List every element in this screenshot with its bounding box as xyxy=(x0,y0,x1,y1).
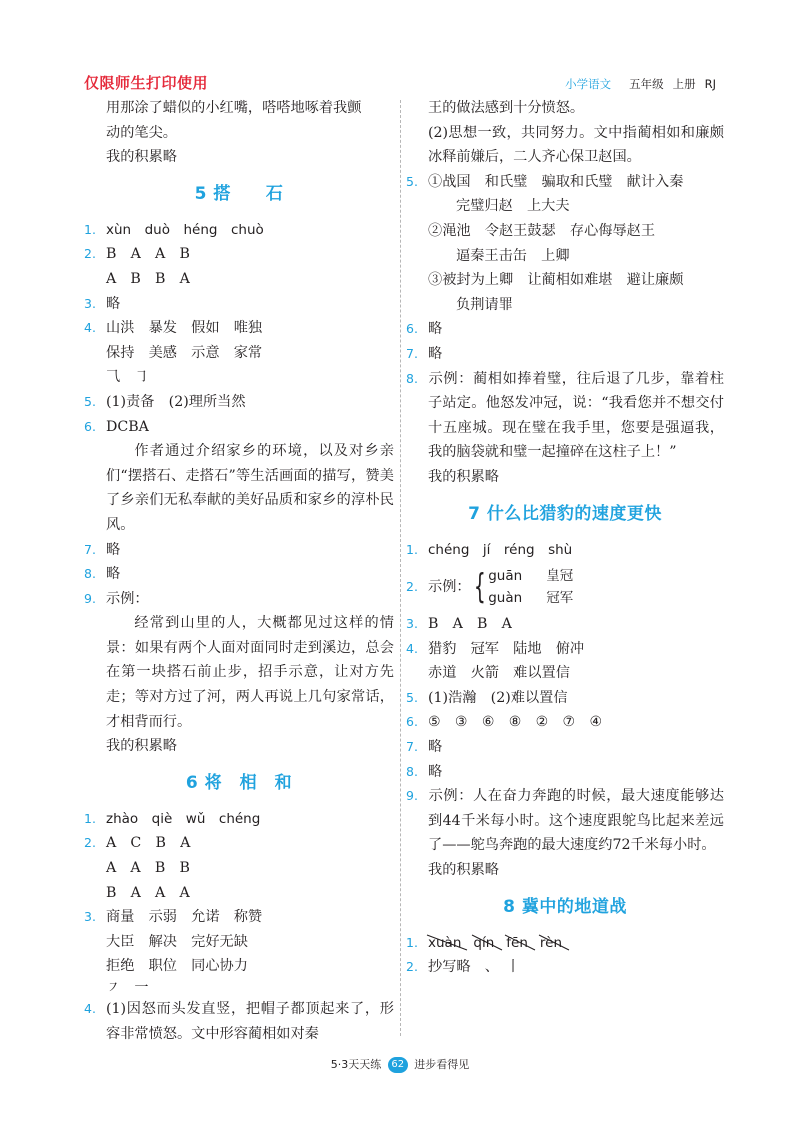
answer-text: (2)思想一致，共同努力。文中指蔺相如和廉颇冰释前嫌后，二人齐心保卫赵国。 xyxy=(428,124,724,166)
question-number: 8. xyxy=(406,763,418,779)
answer-text: 略 xyxy=(428,345,443,362)
answer-label: 示例： xyxy=(428,579,471,596)
question-number: 4. xyxy=(84,320,96,336)
word: 冠军 xyxy=(546,590,574,607)
strike-mark xyxy=(470,931,504,953)
text-line: 我的积累略 xyxy=(106,149,177,166)
answer-6 xyxy=(406,317,724,342)
question-number: 1. xyxy=(406,541,418,557)
answer-5 xyxy=(84,390,394,415)
answer-text: A B B A xyxy=(106,270,190,287)
answer-text: A A B B xyxy=(106,860,190,877)
question-number: 6. xyxy=(84,418,96,434)
struck-pinyin xyxy=(540,931,562,956)
answer-text: (1)责备 (2)理所当然 xyxy=(106,393,246,410)
question-number: 5. xyxy=(406,689,418,705)
question-number: 3. xyxy=(84,295,96,311)
brace-icon: { xyxy=(473,567,486,608)
answer-4 xyxy=(84,316,394,341)
answer-3 xyxy=(84,292,394,317)
answer-text: B A A B xyxy=(106,246,190,263)
question-number: 8. xyxy=(406,370,418,386)
answer-text: ③被封为上卿 让蔺相如难堪 避让廉颇 xyxy=(428,272,684,289)
answer-4 xyxy=(406,637,724,662)
question-number: 7. xyxy=(406,739,418,755)
answer-text: xùn duò héng chuò xyxy=(106,221,264,238)
print-notice: 仅限师生打印使用 xyxy=(84,74,209,92)
answer-text: 略 xyxy=(428,739,443,756)
polyphone-items xyxy=(488,565,573,609)
answer-text: 略 xyxy=(428,321,443,338)
answer-text: 略 xyxy=(106,295,121,312)
answer-2 xyxy=(84,831,394,856)
struck-pinyin xyxy=(506,931,528,956)
text-line: 王的做法感到十分愤怒。 xyxy=(428,100,585,116)
answer-text: A C B A xyxy=(106,835,191,852)
question-number: 3. xyxy=(406,616,418,632)
answer-text: 略 xyxy=(428,763,443,780)
answer-5 xyxy=(406,686,724,711)
answer-text: chéng jí réng shù xyxy=(428,541,573,558)
answer-8 xyxy=(406,367,724,465)
polyphone-group xyxy=(471,565,574,609)
word: 皇冠 xyxy=(546,568,574,585)
question-number: 1. xyxy=(84,221,96,237)
answer-9 xyxy=(406,784,724,858)
answer-text: 山洪 暴发 假如 唯独 xyxy=(106,320,263,337)
answer-text: 保持 美感 示意 家常 xyxy=(106,344,263,361)
question-number: 1. xyxy=(406,934,418,950)
answer-text: 赤道 火箭 难以置信 xyxy=(428,665,570,682)
answer-7 xyxy=(84,538,394,563)
answer-text: 完璧归赵 上大夫 xyxy=(456,198,570,215)
question-number: 5. xyxy=(406,173,418,189)
answer-text: 抄写略 、 丨 xyxy=(428,959,521,976)
answer-text: 示例： xyxy=(106,590,149,607)
section-title-7: 7 什么比猎豹的速度更快 xyxy=(468,503,662,524)
answer-text: B A A A xyxy=(106,884,190,901)
question-number: 4. xyxy=(406,640,418,656)
answer-text: DCBA xyxy=(106,418,149,435)
answer-text: B A B A xyxy=(428,616,512,633)
footer-slogan: 进步看得见 xyxy=(414,1058,470,1071)
answer-1 xyxy=(84,218,394,243)
answer-4 xyxy=(84,997,394,1046)
pinyin: guān xyxy=(488,568,523,585)
answer-8 xyxy=(406,760,724,785)
answer-paragraph: 经常到山里的人，大概都见过这样的情景：如果有两个人面对面同时走到溪边，总会在第一块搭石前止步，招手示意，让对方先走；等对方过了河，两人再说上几句家常话，才相背而行。 xyxy=(106,615,394,730)
strike-mark xyxy=(425,931,469,953)
answer-3 xyxy=(84,905,394,930)
question-number: 4. xyxy=(84,1001,96,1016)
answer-text: 略 xyxy=(106,566,121,583)
question-number: 6. xyxy=(406,321,418,337)
text-line: 我的积累略 xyxy=(106,738,177,755)
answer-text: ①战国 和氏璧 骗取和氏璧 献计入秦 xyxy=(428,173,684,190)
answer-2 xyxy=(406,955,724,980)
question-number: 8. xyxy=(84,566,96,582)
question-number: 9. xyxy=(406,788,418,804)
left-column xyxy=(84,96,394,1046)
right-column xyxy=(406,96,724,980)
pinyin: rèn xyxy=(539,934,563,951)
page-number: 62 xyxy=(388,1057,408,1073)
answer-3 xyxy=(406,612,724,637)
struck-pinyin xyxy=(428,931,461,956)
answer-5 xyxy=(406,170,724,195)
pinyin: fēn xyxy=(506,934,528,951)
answer-text: 示例：人在奋力奔跑的时候，最大速度能够达到44千米每小时。这个速度跟鸵鸟比起来差远了——鸵鸟奔跑的最大速度约72千米每小时。 xyxy=(428,788,724,854)
question-number: 7. xyxy=(84,541,96,557)
answer-text: (1)浩瀚 (2)难以置信 xyxy=(428,689,568,706)
section-title-5: 5 搭 石 xyxy=(194,183,284,204)
stroke-answer: ㇇ 一 xyxy=(106,980,149,996)
answer-paragraph: 作者通过介绍家乡的环境，以及对乡亲们“摆搭石、走搭石”等生活画面的描写，赞美了乡亲们无私奉献的美好品质和家乡的淳朴民风。 xyxy=(106,443,394,533)
page-footer xyxy=(0,1056,800,1073)
text-line: 我的积累略 xyxy=(428,862,499,879)
text-line: 我的积累略 xyxy=(428,468,499,485)
answer-6 xyxy=(84,415,394,440)
strike-mark xyxy=(503,931,537,953)
text-line: 用那涂了蜡似的小红嘴，嗒嗒地啄着我颤 xyxy=(106,100,362,116)
question-number: 3. xyxy=(84,909,96,925)
question-number: 9. xyxy=(84,590,96,606)
answer-text: 略 xyxy=(106,541,121,558)
text-line: 动的笔尖。 xyxy=(106,124,177,141)
answer-9 xyxy=(84,587,394,612)
grade-label: 五年级 xyxy=(629,77,664,91)
answer-7 xyxy=(406,735,724,760)
edition-label: RJ xyxy=(704,77,716,91)
answer-text: 负荆请罪 xyxy=(456,296,513,313)
answer-text: ⑤ ③ ⑥ ⑧ ② ⑦ ④ xyxy=(428,714,603,731)
answer-1 xyxy=(406,931,724,956)
answer-1 xyxy=(84,807,394,832)
answer-text: 逼秦王击缶 上卿 xyxy=(456,247,570,264)
answer-text: 猎豹 冠军 陆地 俯冲 xyxy=(428,640,585,657)
volume-label: 上册 xyxy=(672,77,696,91)
question-number: 6. xyxy=(406,714,418,730)
stroke-answer: ⺄ ㇆ xyxy=(106,369,149,386)
footer-brand: 5·3天天练 xyxy=(330,1058,382,1071)
answer-text: 拒绝 职位 同心协力 xyxy=(106,958,248,975)
answer-8 xyxy=(84,562,394,587)
answer-1 xyxy=(406,538,724,563)
section-title-8: 8 冀中的地道战 xyxy=(503,896,627,917)
pinyin: guàn xyxy=(488,590,523,607)
question-number: 2. xyxy=(84,246,96,262)
answer-text: ②渑池 令赵王鼓瑟 存心侮辱赵王 xyxy=(428,222,656,239)
answer-2 xyxy=(406,562,724,612)
subject-label: 小学语文 xyxy=(565,77,612,91)
question-number: 7. xyxy=(406,345,418,361)
strike-mark xyxy=(537,931,571,953)
answer-text: 大臣 解决 完好无缺 xyxy=(106,933,248,950)
question-number: 1. xyxy=(84,810,96,826)
section-title-6: 6 将 相 和 xyxy=(185,772,293,793)
answer-text: 示例：蔺相如捧着璧，往后退了几步，靠着柱子站定。他怒发冲冠，说：“我看您并不想交付十五座城。现在璧在我手里，您要是强逼我，我的脑袋就和璧一起撞碎在这柱子上！” xyxy=(428,370,724,461)
question-number: 2. xyxy=(406,579,418,595)
column-divider xyxy=(400,100,401,1036)
answer-text: zhào qiè wǔ chéng xyxy=(106,810,261,827)
question-number: 2. xyxy=(406,959,418,975)
question-number: 5. xyxy=(84,393,96,409)
answer-7 xyxy=(406,342,724,367)
answer-2 xyxy=(84,242,394,267)
answer-text: (1)因怒而头发直竖，把帽子都顶起来了，形容非常愤怒。文中形容蔺相如对秦 xyxy=(106,1001,394,1042)
pinyin: xuàn xyxy=(428,934,462,951)
struck-pinyin xyxy=(473,931,494,956)
header-meta xyxy=(565,76,716,92)
question-number: 2. xyxy=(84,835,96,851)
answer-text: 商量 示弱 允诺 称赞 xyxy=(106,909,263,926)
answer-6 xyxy=(406,710,724,735)
pinyin: qín xyxy=(473,934,495,951)
